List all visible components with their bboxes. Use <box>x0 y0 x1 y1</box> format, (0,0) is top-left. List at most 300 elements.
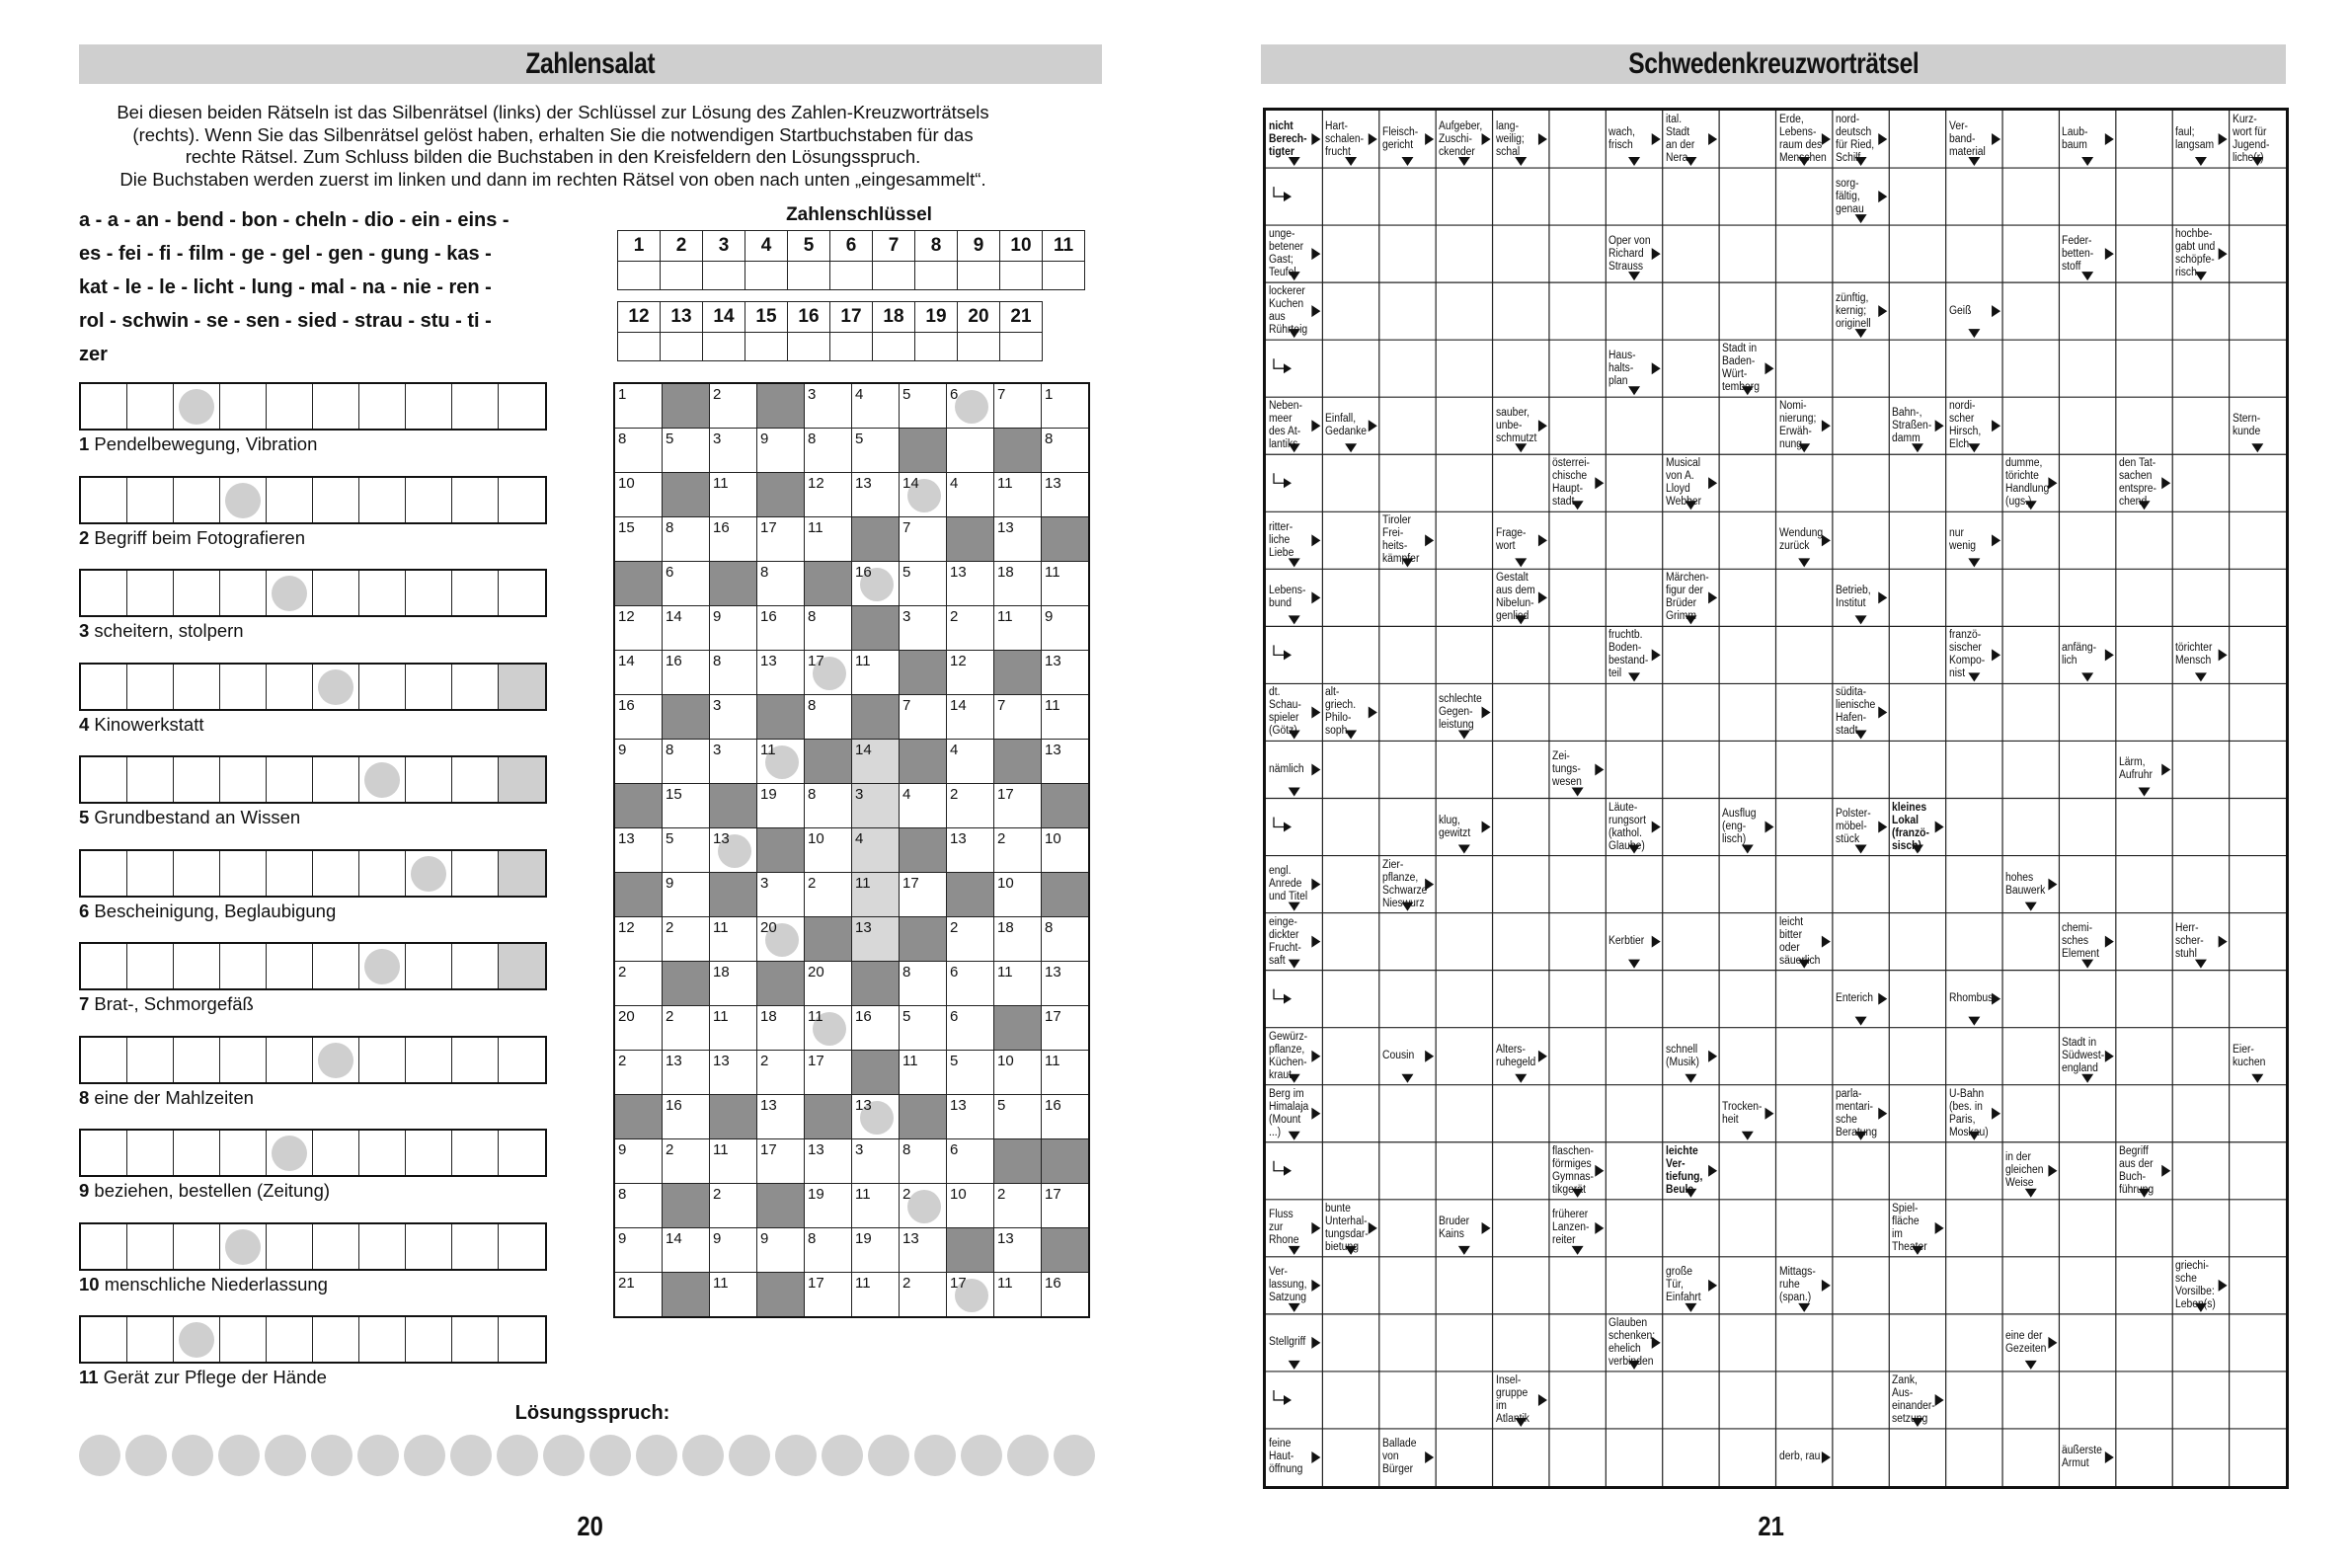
grid-cell[interactable] <box>947 1051 994 1095</box>
grid-cell[interactable] <box>614 429 663 473</box>
answer-cell[interactable] <box>499 944 545 988</box>
answer-cell[interactable] <box>174 757 220 802</box>
grid-cell[interactable] <box>994 1184 1042 1228</box>
grid-cell[interactable] <box>994 1228 1042 1273</box>
solution-circle[interactable] <box>125 1435 167 1476</box>
grid-cell[interactable] <box>852 873 900 917</box>
grid-cell[interactable] <box>852 1095 900 1139</box>
answer-cell[interactable] <box>220 757 267 802</box>
grid-cell[interactable] <box>663 1006 710 1051</box>
grid-cell[interactable] <box>1042 917 1090 962</box>
solution-circle[interactable] <box>450 1435 492 1476</box>
key-letter-cell[interactable] <box>788 262 830 290</box>
answer-cell[interactable] <box>267 944 313 988</box>
grid-cell[interactable] <box>663 828 710 873</box>
grid-cell[interactable] <box>994 383 1042 429</box>
grid-cell[interactable] <box>663 606 710 651</box>
answer-cell[interactable] <box>267 757 313 802</box>
answer-cell[interactable] <box>359 1038 406 1082</box>
grid-cell[interactable] <box>805 1184 852 1228</box>
answer-cell[interactable] <box>452 571 499 615</box>
grid-cell[interactable] <box>757 873 805 917</box>
grid-cell[interactable] <box>994 1273 1042 1318</box>
answer-cell[interactable] <box>359 571 406 615</box>
grid-cell[interactable] <box>1042 695 1090 740</box>
grid-cell[interactable] <box>805 1139 852 1184</box>
grid-cell[interactable] <box>947 784 994 828</box>
grid-cell[interactable] <box>757 1006 805 1051</box>
solution-circle[interactable] <box>822 1435 863 1476</box>
answer-cell[interactable] <box>174 571 220 615</box>
answer-cell[interactable] <box>452 1317 499 1362</box>
key-letter-cell[interactable] <box>788 333 830 361</box>
grid-cell[interactable] <box>900 1273 947 1318</box>
solution-circle[interactable] <box>311 1435 353 1476</box>
answer-cell[interactable] <box>406 1317 452 1362</box>
grid-cell[interactable] <box>852 562 900 606</box>
grid-cell[interactable] <box>1042 1184 1090 1228</box>
answer-cell[interactable] <box>313 1317 359 1362</box>
answer-cell[interactable] <box>220 944 267 988</box>
grid-cell[interactable] <box>663 1095 710 1139</box>
answer-cell[interactable] <box>174 478 220 522</box>
grid-cell[interactable] <box>1042 1006 1090 1051</box>
answer-cell[interactable] <box>81 851 127 896</box>
answer-cell[interactable] <box>267 478 313 522</box>
answer-cell[interactable] <box>127 1224 174 1269</box>
grid-cell[interactable] <box>947 962 994 1006</box>
answer-cell[interactable] <box>220 1038 267 1082</box>
answer-cell[interactable] <box>267 1131 313 1175</box>
grid-cell[interactable] <box>1042 1273 1090 1318</box>
answer-cell[interactable] <box>81 665 127 709</box>
grid-cell[interactable] <box>805 828 852 873</box>
key-letter-cell[interactable] <box>873 333 915 361</box>
grid-cell[interactable] <box>900 1184 947 1228</box>
answer-cell[interactable] <box>406 1131 452 1175</box>
answer-cell[interactable] <box>452 851 499 896</box>
grid-cell[interactable] <box>614 740 663 784</box>
answer-cell[interactable] <box>81 1224 127 1269</box>
grid-cell[interactable] <box>805 473 852 517</box>
answer-cell[interactable] <box>81 1317 127 1362</box>
answer-cell[interactable] <box>220 665 267 709</box>
grid-cell[interactable] <box>947 383 994 429</box>
answer-cell[interactable] <box>406 757 452 802</box>
grid-cell[interactable] <box>852 1228 900 1273</box>
answer-cell[interactable] <box>359 1131 406 1175</box>
answer-cell[interactable] <box>267 851 313 896</box>
grid-cell[interactable] <box>852 473 900 517</box>
answer-cell[interactable] <box>267 571 313 615</box>
key-letter-cell[interactable] <box>1043 262 1085 290</box>
grid-cell[interactable] <box>947 1006 994 1051</box>
answer-cell[interactable] <box>313 1224 359 1269</box>
grid-cell[interactable] <box>805 1273 852 1318</box>
key-letter-cell[interactable] <box>703 333 745 361</box>
grid-cell[interactable] <box>710 917 757 962</box>
grid-cell[interactable] <box>900 873 947 917</box>
grid-cell[interactable] <box>852 1273 900 1318</box>
grid-cell[interactable] <box>614 1273 663 1318</box>
answer-cell[interactable] <box>81 384 127 429</box>
grid-cell[interactable] <box>614 606 663 651</box>
grid-cell[interactable] <box>663 562 710 606</box>
grid-cell[interactable] <box>994 784 1042 828</box>
answer-cell[interactable] <box>220 851 267 896</box>
answer-cell[interactable] <box>313 1131 359 1175</box>
answer-cell[interactable] <box>127 1317 174 1362</box>
answer-cell[interactable] <box>267 665 313 709</box>
grid-cell[interactable] <box>947 1273 994 1318</box>
grid-cell[interactable] <box>710 383 757 429</box>
answer-cell[interactable] <box>406 1038 452 1082</box>
solution-circle[interactable] <box>497 1435 538 1476</box>
key-letter-cell[interactable] <box>958 333 1000 361</box>
solution-circle[interactable] <box>1054 1435 1095 1476</box>
grid-cell[interactable] <box>614 383 663 429</box>
solution-circle[interactable] <box>729 1435 770 1476</box>
answer-cell[interactable] <box>313 1038 359 1082</box>
answer-cell[interactable] <box>359 665 406 709</box>
grid-cell[interactable] <box>710 962 757 1006</box>
grid-cell[interactable] <box>710 828 757 873</box>
key-letter-cell[interactable] <box>661 333 703 361</box>
key-letter-cell[interactable] <box>745 333 788 361</box>
answer-cell[interactable] <box>313 478 359 522</box>
grid-cell[interactable] <box>757 651 805 695</box>
grid-cell[interactable] <box>757 517 805 562</box>
key-letter-cell[interactable] <box>618 333 661 361</box>
grid-cell[interactable] <box>710 429 757 473</box>
grid-cell[interactable] <box>900 1139 947 1184</box>
answer-cell[interactable] <box>127 1038 174 1082</box>
solution-circle[interactable] <box>914 1435 956 1476</box>
grid-cell[interactable] <box>900 517 947 562</box>
solution-circle[interactable] <box>543 1435 585 1476</box>
grid-cell[interactable] <box>994 606 1042 651</box>
answer-cell[interactable] <box>174 384 220 429</box>
answer-cell[interactable] <box>499 1038 545 1082</box>
answer-cell[interactable] <box>267 1038 313 1082</box>
answer-cell[interactable] <box>499 757 545 802</box>
answer-cell[interactable] <box>81 757 127 802</box>
answer-cell[interactable] <box>220 384 267 429</box>
answer-cell[interactable] <box>220 571 267 615</box>
grid-cell[interactable] <box>900 1228 947 1273</box>
grid-cell[interactable] <box>710 1228 757 1273</box>
grid-cell[interactable] <box>994 873 1042 917</box>
grid-cell[interactable] <box>710 695 757 740</box>
grid-cell[interactable] <box>947 828 994 873</box>
answer-cell[interactable] <box>499 478 545 522</box>
grid-cell[interactable] <box>947 1184 994 1228</box>
grid-cell[interactable] <box>1042 383 1090 429</box>
grid-cell[interactable] <box>614 473 663 517</box>
answer-cell[interactable] <box>359 944 406 988</box>
answer-cell[interactable] <box>406 1224 452 1269</box>
grid-cell[interactable] <box>1042 473 1090 517</box>
grid-cell[interactable] <box>994 828 1042 873</box>
grid-cell[interactable] <box>900 1006 947 1051</box>
grid-cell[interactable] <box>710 517 757 562</box>
key-letter-cell[interactable] <box>618 262 661 290</box>
answer-cell[interactable] <box>81 944 127 988</box>
key-letter-cell[interactable] <box>703 262 745 290</box>
answer-cell[interactable] <box>81 1131 127 1175</box>
grid-cell[interactable] <box>614 917 663 962</box>
answer-cell[interactable] <box>313 665 359 709</box>
grid-cell[interactable] <box>1042 429 1090 473</box>
answer-cell[interactable] <box>127 944 174 988</box>
grid-cell[interactable] <box>805 784 852 828</box>
solution-circle[interactable] <box>868 1435 909 1476</box>
answer-cell[interactable] <box>220 1317 267 1362</box>
answer-cell[interactable] <box>220 478 267 522</box>
grid-cell[interactable] <box>1042 562 1090 606</box>
answer-cell[interactable] <box>499 1224 545 1269</box>
answer-cell[interactable] <box>127 384 174 429</box>
grid-cell[interactable] <box>900 562 947 606</box>
grid-cell[interactable] <box>663 917 710 962</box>
solution-circle[interactable] <box>79 1435 120 1476</box>
key-letter-cell[interactable] <box>873 262 915 290</box>
answer-cell[interactable] <box>452 1131 499 1175</box>
solution-circle[interactable] <box>589 1435 631 1476</box>
grid-cell[interactable] <box>994 1095 1042 1139</box>
grid-cell[interactable] <box>757 1095 805 1139</box>
answer-cell[interactable] <box>452 757 499 802</box>
grid-cell[interactable] <box>663 1228 710 1273</box>
answer-cell[interactable] <box>267 384 313 429</box>
answer-cell[interactable] <box>174 665 220 709</box>
grid-cell[interactable] <box>805 1006 852 1051</box>
answer-cell[interactable] <box>81 571 127 615</box>
grid-cell[interactable] <box>852 1006 900 1051</box>
grid-cell[interactable] <box>805 1051 852 1095</box>
grid-cell[interactable] <box>614 1139 663 1184</box>
key-letter-cell[interactable] <box>1000 333 1043 361</box>
answer-cell[interactable] <box>452 384 499 429</box>
solution-circle[interactable] <box>775 1435 817 1476</box>
answer-cell[interactable] <box>174 1131 220 1175</box>
answer-cell[interactable] <box>127 851 174 896</box>
grid-cell[interactable] <box>852 383 900 429</box>
answer-cell[interactable] <box>452 478 499 522</box>
key-letter-cell[interactable] <box>830 262 873 290</box>
key-letter-cell[interactable] <box>1000 262 1043 290</box>
answer-cell[interactable] <box>220 1131 267 1175</box>
answer-cell[interactable] <box>220 1224 267 1269</box>
grid-cell[interactable] <box>614 1006 663 1051</box>
answer-cell[interactable] <box>359 1317 406 1362</box>
grid-cell[interactable] <box>805 606 852 651</box>
grid-cell[interactable] <box>663 740 710 784</box>
grid-cell[interactable] <box>900 784 947 828</box>
grid-cell[interactable] <box>710 1051 757 1095</box>
grid-cell[interactable] <box>710 473 757 517</box>
grid-cell[interactable] <box>947 606 994 651</box>
grid-cell[interactable] <box>663 651 710 695</box>
grid-cell[interactable] <box>900 383 947 429</box>
grid-cell[interactable] <box>710 606 757 651</box>
answer-cell[interactable] <box>452 944 499 988</box>
grid-cell[interactable] <box>947 473 994 517</box>
grid-cell[interactable] <box>757 784 805 828</box>
answer-cell[interactable] <box>359 851 406 896</box>
answer-cell[interactable] <box>313 757 359 802</box>
grid-cell[interactable] <box>805 695 852 740</box>
grid-cell[interactable] <box>614 651 663 695</box>
answer-cell[interactable] <box>81 478 127 522</box>
grid-cell[interactable] <box>900 962 947 1006</box>
answer-cell[interactable] <box>406 384 452 429</box>
grid-cell[interactable] <box>614 962 663 1006</box>
solution-circle[interactable] <box>265 1435 306 1476</box>
answer-cell[interactable] <box>359 478 406 522</box>
grid-cell[interactable] <box>1042 1095 1090 1139</box>
solution-circle[interactable] <box>636 1435 677 1476</box>
grid-cell[interactable] <box>947 1095 994 1139</box>
grid-cell[interactable] <box>852 784 900 828</box>
answer-cell[interactable] <box>174 944 220 988</box>
grid-cell[interactable] <box>994 695 1042 740</box>
answer-cell[interactable] <box>406 478 452 522</box>
answer-cell[interactable] <box>174 851 220 896</box>
grid-cell[interactable] <box>663 873 710 917</box>
grid-cell[interactable] <box>710 1273 757 1318</box>
answer-cell[interactable] <box>452 665 499 709</box>
grid-cell[interactable] <box>757 1139 805 1184</box>
answer-cell[interactable] <box>127 571 174 615</box>
answer-cell[interactable] <box>127 478 174 522</box>
grid-cell[interactable] <box>757 740 805 784</box>
grid-cell[interactable] <box>1042 651 1090 695</box>
answer-cell[interactable] <box>313 571 359 615</box>
answer-cell[interactable] <box>406 571 452 615</box>
grid-cell[interactable] <box>663 784 710 828</box>
answer-cell[interactable] <box>499 665 545 709</box>
key-letter-cell[interactable] <box>915 262 958 290</box>
answer-cell[interactable] <box>313 384 359 429</box>
grid-cell[interactable] <box>805 517 852 562</box>
grid-cell[interactable] <box>663 517 710 562</box>
grid-cell[interactable] <box>805 651 852 695</box>
answer-cell[interactable] <box>127 665 174 709</box>
grid-cell[interactable] <box>852 651 900 695</box>
solution-circle[interactable] <box>682 1435 724 1476</box>
grid-cell[interactable] <box>947 740 994 784</box>
grid-cell[interactable] <box>710 740 757 784</box>
answer-cell[interactable] <box>267 1224 313 1269</box>
grid-cell[interactable] <box>614 1228 663 1273</box>
answer-cell[interactable] <box>452 1224 499 1269</box>
grid-cell[interactable] <box>614 1051 663 1095</box>
solution-circle[interactable] <box>404 1435 445 1476</box>
grid-cell[interactable] <box>994 917 1042 962</box>
grid-cell[interactable] <box>900 695 947 740</box>
key-letter-cell[interactable] <box>915 333 958 361</box>
answer-cell[interactable] <box>313 944 359 988</box>
grid-cell[interactable] <box>1042 1051 1090 1095</box>
grid-cell[interactable] <box>947 917 994 962</box>
grid-cell[interactable] <box>947 695 994 740</box>
grid-cell[interactable] <box>614 517 663 562</box>
grid-cell[interactable] <box>900 606 947 651</box>
grid-cell[interactable] <box>852 740 900 784</box>
grid-cell[interactable] <box>663 429 710 473</box>
key-letter-cell[interactable] <box>661 262 703 290</box>
grid-cell[interactable] <box>757 429 805 473</box>
grid-cell[interactable] <box>663 1139 710 1184</box>
grid-cell[interactable] <box>805 383 852 429</box>
solution-circle[interactable] <box>357 1435 399 1476</box>
grid-cell[interactable] <box>852 1184 900 1228</box>
grid-cell[interactable] <box>710 1006 757 1051</box>
answer-cell[interactable] <box>174 1038 220 1082</box>
answer-cell[interactable] <box>174 1224 220 1269</box>
answer-cell[interactable] <box>127 757 174 802</box>
key-letter-cell[interactable] <box>958 262 1000 290</box>
grid-cell[interactable] <box>710 1184 757 1228</box>
grid-cell[interactable] <box>947 651 994 695</box>
solution-circle[interactable] <box>172 1435 213 1476</box>
grid-cell[interactable] <box>1042 828 1090 873</box>
grid-cell[interactable] <box>900 1051 947 1095</box>
solution-circle[interactable] <box>1007 1435 1049 1476</box>
grid-cell[interactable] <box>663 1051 710 1095</box>
key-letter-cell[interactable] <box>745 262 788 290</box>
grid-cell[interactable] <box>947 1139 994 1184</box>
grid-cell[interactable] <box>757 917 805 962</box>
grid-cell[interactable] <box>757 606 805 651</box>
answer-cell[interactable] <box>313 851 359 896</box>
answer-cell[interactable] <box>452 1038 499 1082</box>
grid-cell[interactable] <box>852 1139 900 1184</box>
answer-cell[interactable] <box>499 851 545 896</box>
grid-cell[interactable] <box>805 873 852 917</box>
answer-cell[interactable] <box>359 757 406 802</box>
answer-cell[interactable] <box>359 1224 406 1269</box>
grid-cell[interactable] <box>710 651 757 695</box>
grid-cell[interactable] <box>614 695 663 740</box>
answer-cell[interactable] <box>81 1038 127 1082</box>
grid-cell[interactable] <box>994 1051 1042 1095</box>
solution-circle[interactable] <box>961 1435 1002 1476</box>
grid-cell[interactable] <box>852 429 900 473</box>
grid-cell[interactable] <box>710 1139 757 1184</box>
grid-cell[interactable] <box>1042 606 1090 651</box>
grid-cell[interactable] <box>1042 962 1090 1006</box>
grid-cell[interactable] <box>994 473 1042 517</box>
grid-cell[interactable] <box>614 828 663 873</box>
answer-cell[interactable] <box>406 944 452 988</box>
grid-cell[interactable] <box>757 1051 805 1095</box>
grid-cell[interactable] <box>757 562 805 606</box>
answer-cell[interactable] <box>406 665 452 709</box>
grid-cell[interactable] <box>805 1228 852 1273</box>
grid-cell[interactable] <box>994 562 1042 606</box>
grid-cell[interactable] <box>947 429 994 473</box>
grid-cell[interactable] <box>852 917 900 962</box>
answer-cell[interactable] <box>499 1131 545 1175</box>
grid-cell[interactable] <box>757 1228 805 1273</box>
answer-cell[interactable] <box>499 1317 545 1362</box>
grid-cell[interactable] <box>947 562 994 606</box>
key-letter-cell[interactable] <box>830 333 873 361</box>
solution-circle[interactable] <box>218 1435 260 1476</box>
grid-cell[interactable] <box>805 962 852 1006</box>
